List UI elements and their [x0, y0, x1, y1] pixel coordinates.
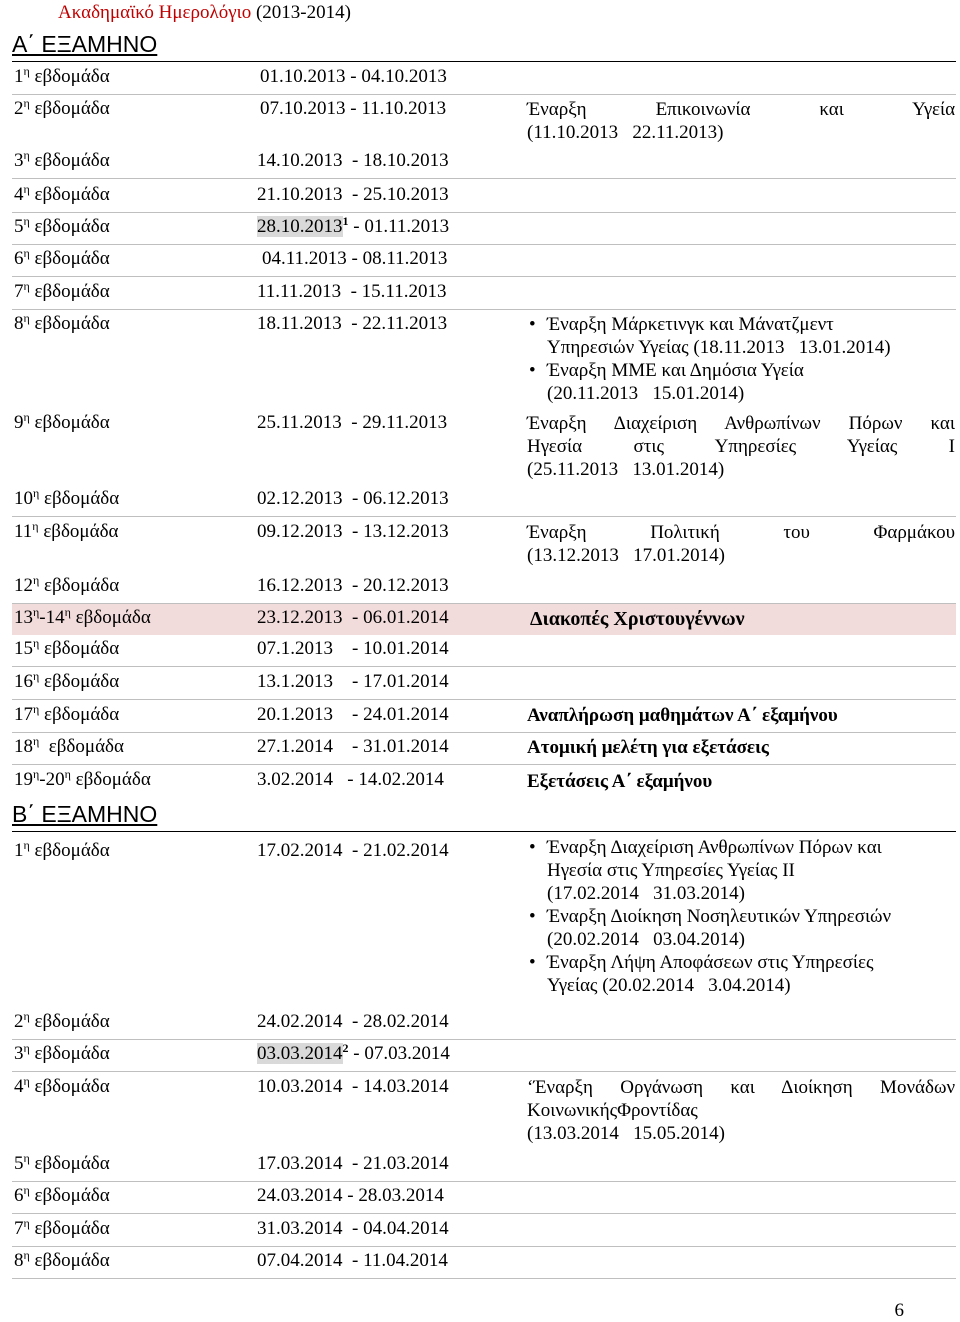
week-row: $12^\eta$ εβδομάδα 16.12.2013 - 20.12.2013: [12, 575, 956, 604]
week-row: $5^\eta$ εβδομάδα 17.03.2014 - 21.03.2014: [12, 1153, 956, 1182]
week-row: $2^\eta$ εβδομάδα 07.10.2013 - 11.10.2013 Έναρξη Επικοινωνία και Υγεία (11.10.2013 22.11.2013): [14, 96, 956, 143]
semester-b-heading: Β΄ ΕΞΑΜΗΝΟ: [12, 801, 956, 832]
week-row: $8^\eta$ εβδομάδα 18.11.2013 - 22.11.2013 • Έναρξη Μάρκετινγκ και Μάνατζμεντ Υπηρεσιών Υγείας (18.11.2013 13.01.2014) • Έναρξη ΜΜΕ και Δημόσια Υγεία (20.11.2013 15.01.2014): [12, 313, 956, 408]
event-item: • Έναρξη ΜΜΕ και Δημόσια Υγεία (20.11.2013 15.01.2014): [527, 359, 955, 405]
event-cell: Έναρξη Διαχείριση Ανθρωπίνων Πόρων και Ηγεσία στις Υπηρεσίες Υγείας Ι (25.11.2013 13.01.2014): [527, 413, 955, 480]
week-row: $2^\eta$ εβδομάδα 24.02.2014 - 28.02.2014: [12, 1011, 956, 1040]
week-row: $17^\eta$ εβδομάδα 20.1.2013 - 24.01.2014 Αναπλήρωση μαθημάτων Α΄ εξαμήνου: [12, 704, 956, 733]
footnote-marker: 1: [342, 214, 349, 228]
title-years: (2013-2014): [251, 2, 351, 23]
event-cell: [527, 836, 955, 997]
week-row: $3^\eta$ εβδομάδα 03.03.2014$^2$ - 07.03.2014: [12, 1043, 956, 1072]
semester-a-heading: Α΄ ΕΞΑΜΗΝΟ: [12, 31, 956, 62]
title-text: Ακαδημαϊκό Ημερολόγιο: [58, 2, 252, 23]
event-cell: [527, 313, 955, 405]
week-row: $9^\eta$ εβδομάδα 25.11.2013 - 29.11.2013 Έναρξη Διαχείριση Ανθρωπίνων Πόρων και Ηγεσία στις Υπηρεσίες Υγείας Ι (25.11.2013 13.01.2014): [14, 410, 955, 480]
week-row: $15^\eta$ εβδομάδα 07.1.2013 - 10.01.2014: [12, 638, 956, 667]
footnote-marker: 2: [342, 1041, 349, 1055]
week-row: $19^\eta-20^\eta$ εβδομάδα 3.02.2014 - 14.02.2014 Εξετάσεις Α΄ εξαμήνου: [14, 767, 713, 792]
event-cell: ‘Έναρξη Οργάνωση και Διοίκηση Μονάδων ΚοινωνικήςΦροντίδας (13.03.2014 15.05.2014): [527, 1077, 956, 1144]
week-row: $6^\eta$ εβδομάδα 04.11.2013 - 08.11.2013: [12, 248, 956, 277]
holiday-date: 03.03.2014: [257, 1043, 343, 1064]
document-title: [58, 2, 351, 24]
week-row: $10^\eta$ εβδομάδα 02.12.2013 - 06.12.2013: [12, 488, 956, 517]
week-row: $3^\eta$ εβδομάδα 14.10.2013 - 18.10.2013: [12, 150, 956, 179]
event-cell: Έναρξη Επικοινωνία και Υγεία (11.10.2013 22.11.2013): [527, 99, 956, 143]
week-row: $16^\eta$ εβδομάδα 13.1.2013 - 17.01.2014: [12, 671, 956, 700]
event-item: • Έναρξη Διοίκηση Νοσηλευτικών Υπηρεσιών (20.02.2014 03.04.2014): [527, 905, 955, 951]
week-row: $5^\eta$ εβδομάδα 28.10.2013$^1$ - 01.11.2013: [12, 216, 956, 245]
holiday-row: $13^\eta-14^\eta$ εβδομάδα 23.12.2013 - 06.01.2014 Διακοπές Χριστουγέννων: [12, 604, 956, 635]
week-row: $7^\eta$ εβδομάδα 11.11.2013 - 15.11.2013: [12, 281, 956, 310]
week-row: $18^\eta$ εβδομάδα 27.1.2014 - 31.01.2014 Ατομική μελέτη για εξετάσεις: [12, 736, 956, 765]
week-row: $8^\eta$ εβδομάδα 07.04.2014 - 11.04.2014: [12, 1250, 956, 1279]
event-item: • Έναρξη Διαχείριση Ανθρωπίνων Πόρων και Ηγεσία στις Υπηρεσίες Υγείας ΙΙ (17.02.2014 31.03.2014): [527, 836, 955, 905]
week-row: $6^\eta$ εβδομάδα 24.03.2014 - 28.03.2014: [12, 1185, 956, 1214]
event-cell: Έναρξη Πολιτική του Φαρμάκου (13.12.2013 17.01.2014): [527, 522, 956, 566]
christmas-holidays: Διακοπές Χριστουγέννων: [530, 608, 745, 630]
page-number: 6: [894, 1300, 904, 1321]
holiday-date: 28.10.2013: [257, 216, 343, 237]
week-row: $1^\eta$ εβδομάδα 01.10.2013 - 04.10.2013: [12, 66, 956, 95]
event-item: • Έναρξη Λήψη Αποφάσεων στις Υπηρεσίες Υγείας (20.02.2014 3.04.2014): [527, 951, 955, 997]
event-item: • Έναρξη Μάρκετινγκ και Μάνατζμεντ Υπηρεσιών Υγείας (18.11.2013 13.01.2014): [527, 313, 955, 359]
week-row: $1^\eta$ εβδομάδα 17.02.2014 - 21.02.2014 • Έναρξη Διαχείριση Ανθρωπίνων Πόρων και Ηγεσία στις Υπηρεσίες Υγείας ΙΙ (17.02.2014 31.03.2014) • Έναρξη Διοίκηση Νοσηλευτικών Υπηρεσιών (20.02.2014 03.04.2014) • Έναρξη Λήψη Αποφάσεων στις Υπηρεσίες Υγείας (20.02.2014 3.04.2014): [12, 840, 956, 1010]
week-row: $11^\eta$ εβδομάδα 09.12.2013 - 13.12.2013 Έναρξη Πολιτική του Φαρμάκου (13.12.2013 17.01.2014): [14, 519, 956, 566]
week-row: $4^\eta$ εβδομάδα 10.03.2014 - 14.03.2014 ‘Έναρξη Οργάνωση και Διοίκηση Μονάδων ΚοινωνικήςΦροντίδας (13.03.2014 15.05.2014): [14, 1074, 956, 1144]
week-row: $4^\eta$ εβδομάδα 21.10.2013 - 25.10.2013: [12, 184, 956, 213]
week-row: $7^\eta$ εβδομάδα 31.03.2014 - 04.04.2014: [12, 1218, 956, 1247]
